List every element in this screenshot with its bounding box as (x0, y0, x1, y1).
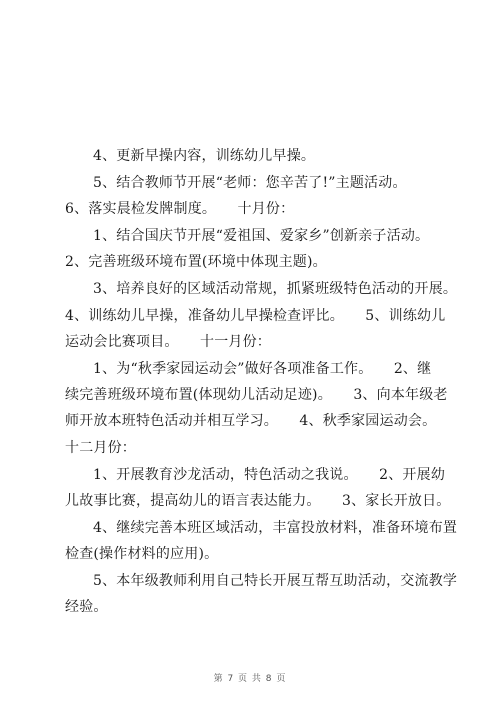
text-line: 3、培养良好的区域活动常规，抓紧班级特色活动的开展。 (93, 281, 458, 297)
text-line: 儿故事比赛，提高幼儿的语言表达能力。 3、家长开放日。 (65, 493, 451, 509)
text-line: 十二月份： (65, 440, 136, 456)
text-line: 检查(操作材料的应用)。 (65, 546, 219, 562)
text-line: 1、开展教育沙龙活动，特色活动之我说。 2、开展幼 (93, 467, 446, 483)
text-line: 4、更新早操内容，训练幼儿早操。 (93, 148, 316, 164)
text-line: 5、本年级教师利用自己特长开展互帮互助活动，交流教学 (93, 573, 458, 589)
text-line: 2、完善班级环境布置(环境中体现主题)。 (65, 254, 327, 270)
text-line: 续完善班级环境布置(体现幼儿活动足迹)。 3、向本年级老 (65, 387, 448, 403)
page-number-footer: 第 7 页 共 8 页 (213, 674, 287, 684)
text-line: 经验。 (65, 599, 108, 615)
text-line: 4、训练幼儿早操，准备幼儿早操检查评比。 5、训练幼儿 (65, 308, 446, 324)
text-line: 5、结合教师节开展“老师：您辛苦了!”主题活动。 (93, 175, 407, 191)
text-line: 4、继续完善本班区域活动，丰富投放材料，准备环境布置 (93, 520, 458, 536)
text-line: 师开放本班特色活动并相互学习。 4、秋季家园运动会。 (65, 413, 437, 429)
text-line: 1、结合国庆节开展“爱祖国、爱家乡”创新亲子活动。 (93, 228, 430, 244)
text-line: 运动会比赛项目。 十一月份： (65, 334, 271, 350)
text-line: 6、落实晨检发牌制度。 十月份： (65, 201, 295, 217)
text-line: 1、为“秋季家园运动会”做好各项准备工作。 2、继 (93, 361, 432, 377)
